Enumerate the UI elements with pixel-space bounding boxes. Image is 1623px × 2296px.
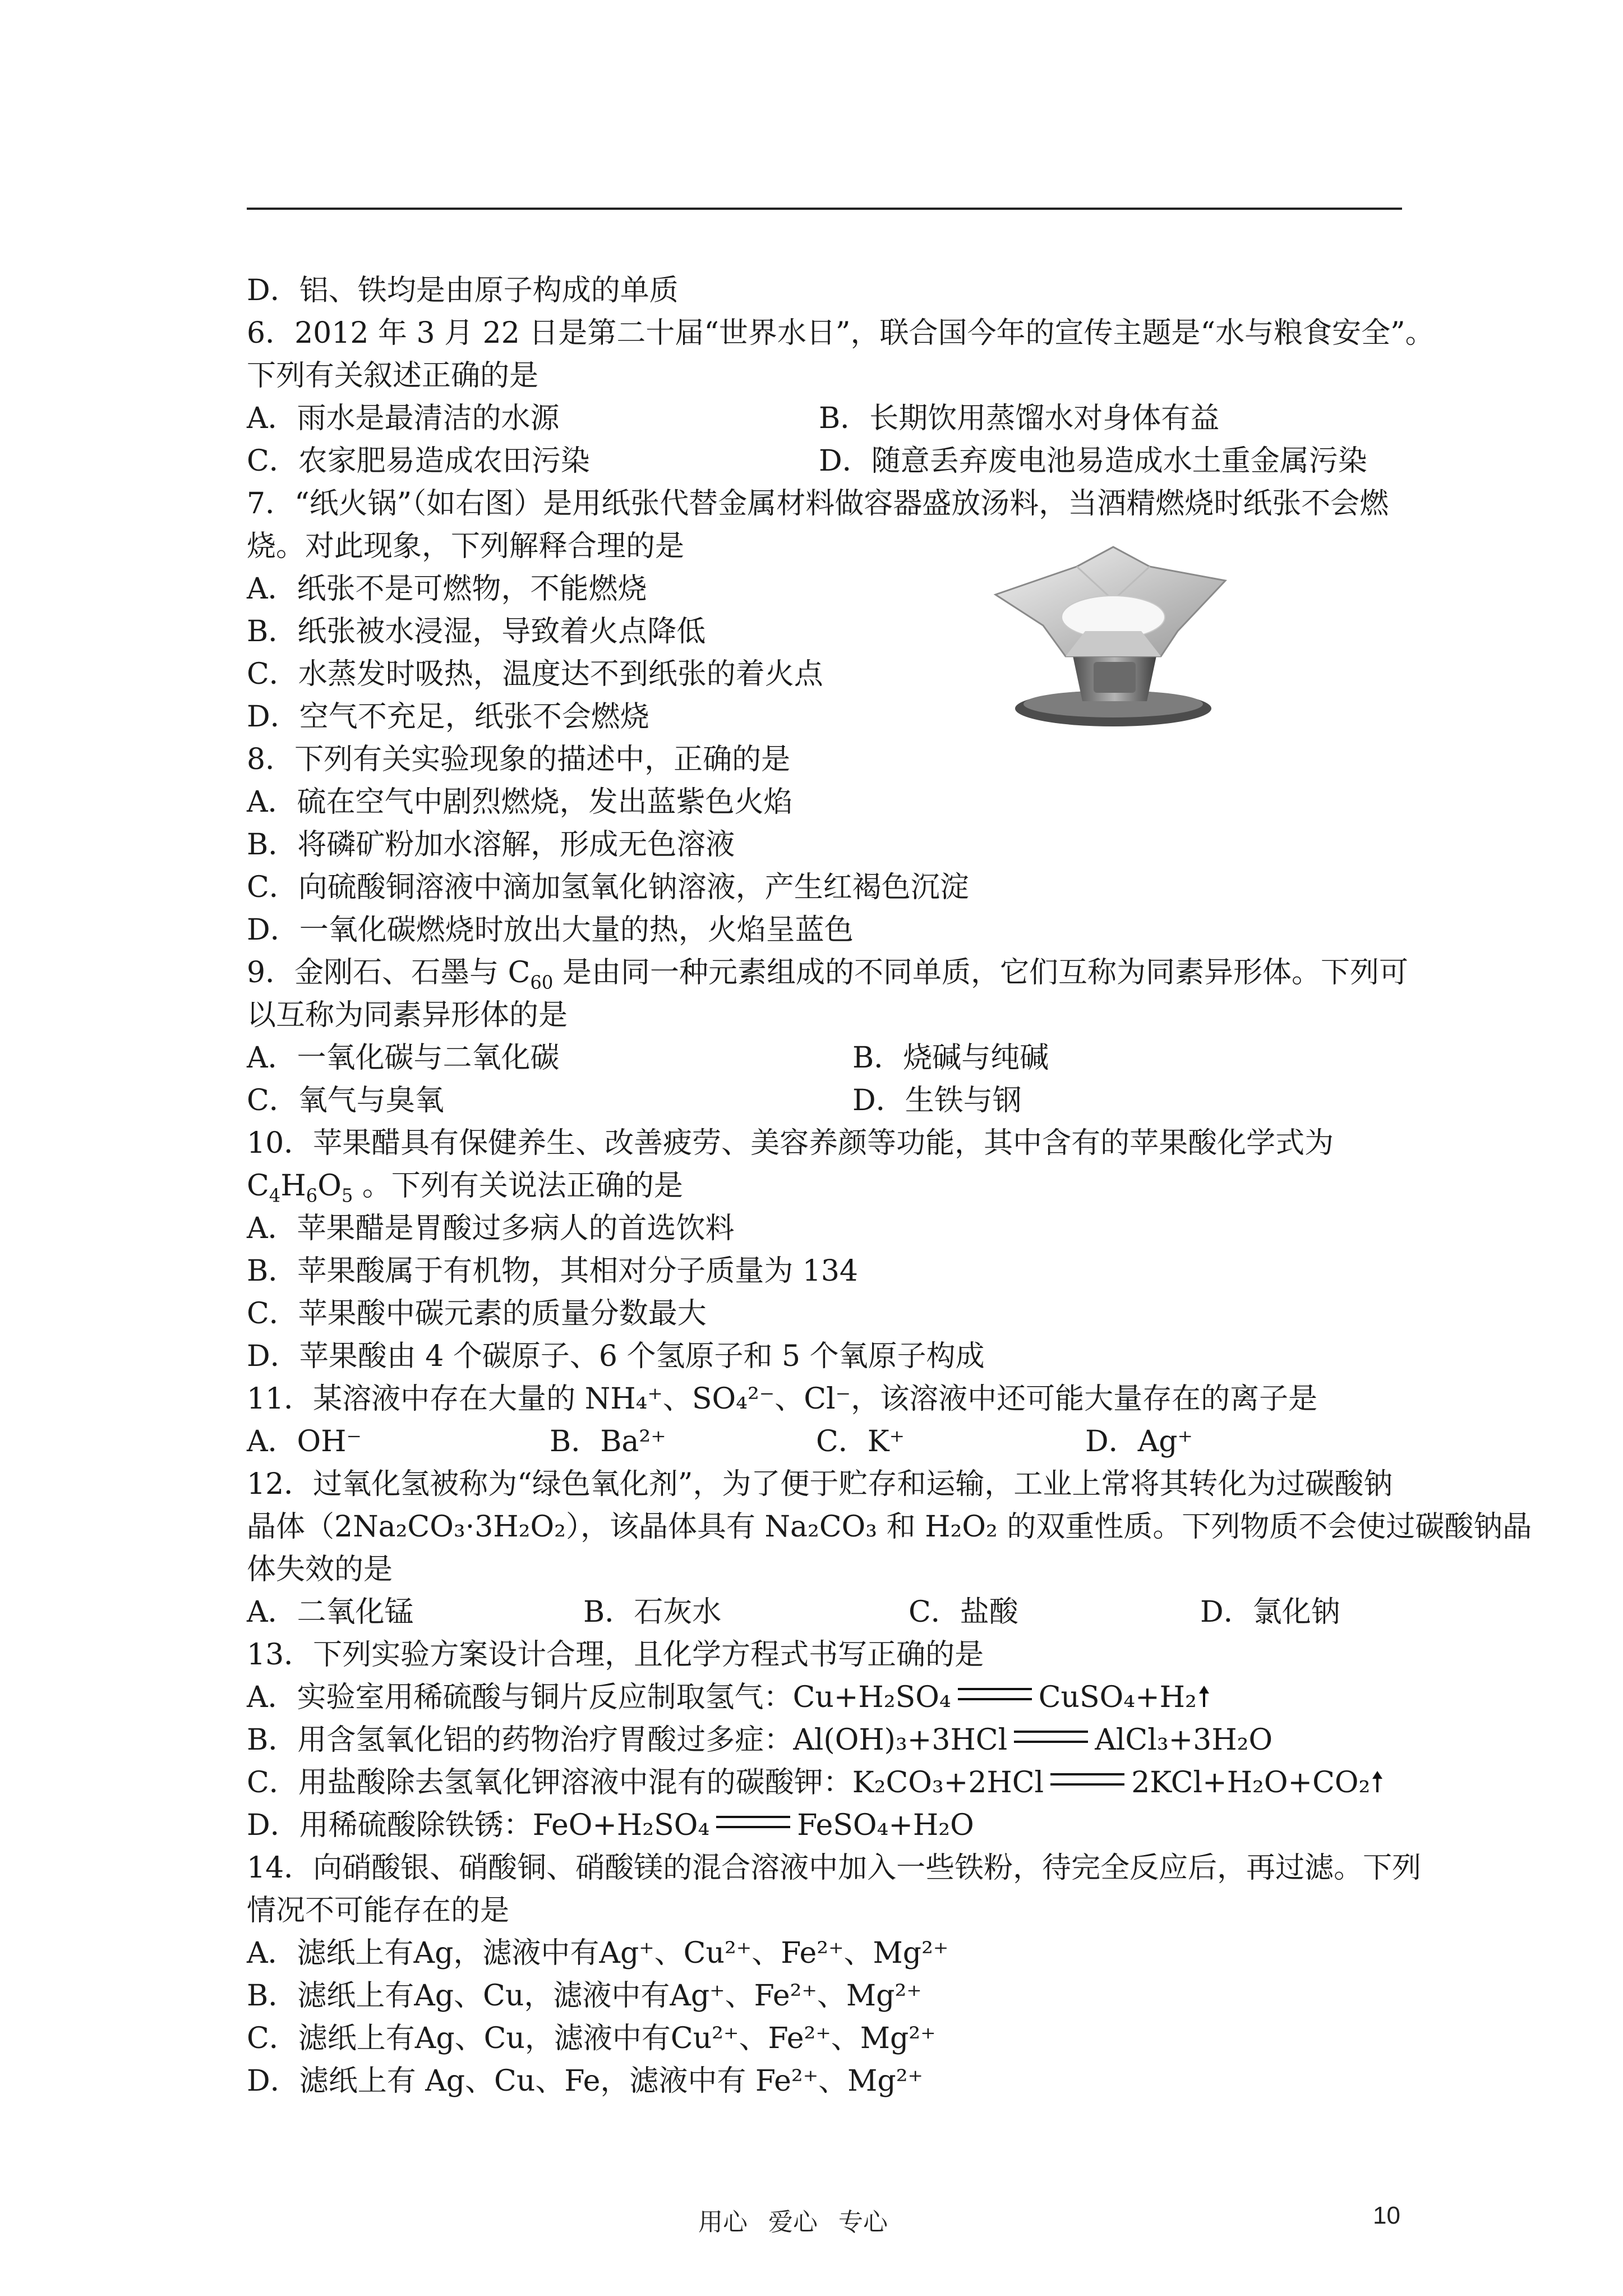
- q12-stem-line-1: 12．过氧化氢被称为“绿色氧化剂”，为了便于贮存和运输，工业上常将其转化为过碳酸钠: [247, 1467, 1393, 1501]
- q6-stem-line-2: 下列有关叙述正确的是: [247, 359, 539, 393]
- q6-option-d: D．随意丢弃废电池易造成水土重金属污染: [819, 444, 1367, 478]
- q12-option-a: A．二氧化锰: [247, 1595, 414, 1629]
- q8-stem: 8．下列有关实验现象的描述中，正确的是: [247, 743, 791, 776]
- q9-option-b: B．烧碱与纯碱: [852, 1041, 1049, 1075]
- q14-stem-line-1: 14．向硝酸银、硝酸铜、硝酸镁的混合溶液中加入一些铁粉，待完全反应后，再过滤。下列: [247, 1851, 1422, 1885]
- q10-option-c: C．苹果酸中碳元素的质量分数最大: [247, 1297, 707, 1331]
- q9-stem-line-1: 9．金刚石、石墨与 $C_{60}$ 是由同一种元素组成的不同单质，它们互称为同素异形体。下列可: [247, 956, 1408, 993]
- q14-option-a: A．滤纸上有Ag，滤液中有Ag⁺、Cu²⁺、Fe²⁺、Mg²⁺: [247, 1936, 949, 1970]
- q9-stem-line-2: 以互称为同素异形体的是: [247, 999, 568, 1032]
- q7-stem-line-2: 烧。对此现象，下列解释合理的是: [247, 530, 685, 563]
- q5-option-d: D．铝、铁均是由原子构成的单质: [247, 274, 679, 307]
- q11-option-a: A．OH⁻: [247, 1425, 362, 1458]
- footer-word-3: 专心: [838, 2208, 888, 2236]
- equation-equals-sign: [958, 1688, 1032, 1700]
- q14-option-c: C．滤纸上有Ag、Cu，滤液中有Cu²⁺、Fe²⁺、Mg²⁺: [247, 2022, 936, 2055]
- q8-option-a: A．硫在空气中剧烈燃烧，发出蓝紫色火焰: [247, 785, 793, 819]
- q9-option-c: C．氧气与臭氧: [247, 1084, 444, 1117]
- q10-stem-line-1: 10．苹果醋具有保健养生、改善疲劳、美容养颜等功能，其中含有的苹果酸化学式为: [247, 1126, 1334, 1160]
- equation-equals-sign: [1014, 1731, 1088, 1743]
- q13-option-a: A．实验室用稀硫酸与铜片反应制取氢气：Cu+H₂SO₄ CuSO₄+H₂: [247, 1676, 1209, 1719]
- q10-option-d: D．苹果酸由 4 个碳原子、6 个氢原子和 5 个氧原子构成: [247, 1340, 985, 1373]
- q10-option-b: B．苹果酸属于有机物，其相对分子质量为 134: [247, 1254, 858, 1288]
- q12-option-c: C．盐酸: [909, 1595, 1018, 1629]
- equation-equals-sign: [716, 1816, 790, 1828]
- q6-option-c: C．农家肥易造成农田污染: [247, 444, 590, 478]
- q8-option-b: B．将磷矿粉加水溶解，形成无色溶液: [247, 828, 735, 862]
- q8-option-d: D．一氧化碳燃烧时放出大量的热，火焰呈蓝色: [247, 913, 854, 947]
- q6-option-b: B．长期饮用蒸馏水对身体有益: [819, 402, 1220, 435]
- q9-option-a: A．一氧化碳与二氧化碳: [247, 1041, 560, 1075]
- q8-option-c: C．向硫酸铜溶液中滴加氢氧化钠溶液，产生红褐色沉淀: [247, 871, 969, 904]
- page-number: 10: [1373, 2202, 1400, 2229]
- q11-option-c: C．K⁺: [816, 1425, 905, 1458]
- q7-stem-line-1: 7．“纸火锅”（如右图）是用纸张代替金属材料做容器盛放汤料，当酒精燃烧时纸张不会燃: [247, 487, 1389, 521]
- q14-option-d: D．滤纸上有 Ag、Cu、Fe，滤液中有 Fe²⁺、Mg²⁺: [247, 2064, 924, 2098]
- footer-word-1: 用心: [698, 2208, 748, 2236]
- q7-option-a: A．纸张不是可燃物，不能燃烧: [247, 572, 647, 606]
- q13-option-d: D．用稀硫酸除铁锈：FeO+H₂SO₄ FeSO₄+H₂O: [247, 1809, 974, 1842]
- paper-hotpot-figure: [993, 541, 1228, 732]
- q13-option-c: C．用盐酸除去氢氧化钾溶液中混有的碳酸钾：K₂CO₃+2HCl 2KCl+H₂O+CO₂: [247, 1761, 1382, 1804]
- q11-option-d: D．Ag⁺: [1085, 1425, 1193, 1458]
- q13-stem: 13．下列实验方案设计合理，且化学方程式书写正确的是: [247, 1638, 984, 1672]
- q6-stem-line-1: 6．2012 年 3 月 22 日是第二十届“世界水日”，联合国今年的宣传主题是“水与粮食安全”。: [247, 316, 1435, 350]
- q10-option-a: A．苹果醋是胃酸过多病人的首选饮料: [247, 1212, 735, 1245]
- q13-option-b: B．用含氢氧化铝的药物治疗胃酸过多症：Al(OH)₃+3HCl AlCl₃+3H₂O: [247, 1723, 1273, 1757]
- q14-option-b: B．滤纸上有Ag、Cu，滤液中有Ag⁺、Fe²⁺、Mg²⁺: [247, 1979, 922, 2013]
- q12-stem-line-3: 体失效的是: [247, 1553, 393, 1586]
- q7-option-c: C．水蒸发时吸热，温度达不到纸张的着火点: [247, 657, 823, 691]
- gas-up-arrow-icon: [1372, 1771, 1382, 1779]
- q6-option-a: A．雨水是最清洁的水源: [247, 402, 560, 435]
- q11-option-b: B．Ba²⁺: [550, 1425, 666, 1458]
- q12-stem-line-2: 晶体（2Na₂CO₃·3H₂O₂），该晶体具有 Na₂CO₃ 和 H₂O₂ 的双重性质。下列物质不会使过碳酸钠晶: [247, 1510, 1532, 1544]
- q9-option-d: D．生铁与钢: [852, 1084, 1022, 1117]
- q12-option-d: D．氯化钠: [1200, 1595, 1340, 1629]
- q7-option-b: B．纸张被水浸湿，导致着火点降低: [247, 615, 706, 648]
- q11-stem: 11．某溶液中存在大量的 NH₄⁺、SO₄²⁻、Cl⁻，该溶液中还可能大量存在的离子是: [247, 1382, 1318, 1416]
- equation-equals-sign: [1050, 1773, 1124, 1786]
- gas-up-arrow-icon: [1199, 1686, 1209, 1694]
- footer-word-2: 爱心: [768, 2208, 818, 2236]
- q10-stem-line-2: $C_4H_6O_5$ 。下列有关说法正确的是: [247, 1169, 683, 1207]
- header-rule: [247, 208, 1402, 210]
- q7-option-d: D．空气不充足，纸张不会燃烧: [247, 700, 649, 734]
- q12-option-b: B．石灰水: [583, 1595, 722, 1629]
- q14-stem-line-2: 情况不可能存在的是: [247, 1894, 510, 1927]
